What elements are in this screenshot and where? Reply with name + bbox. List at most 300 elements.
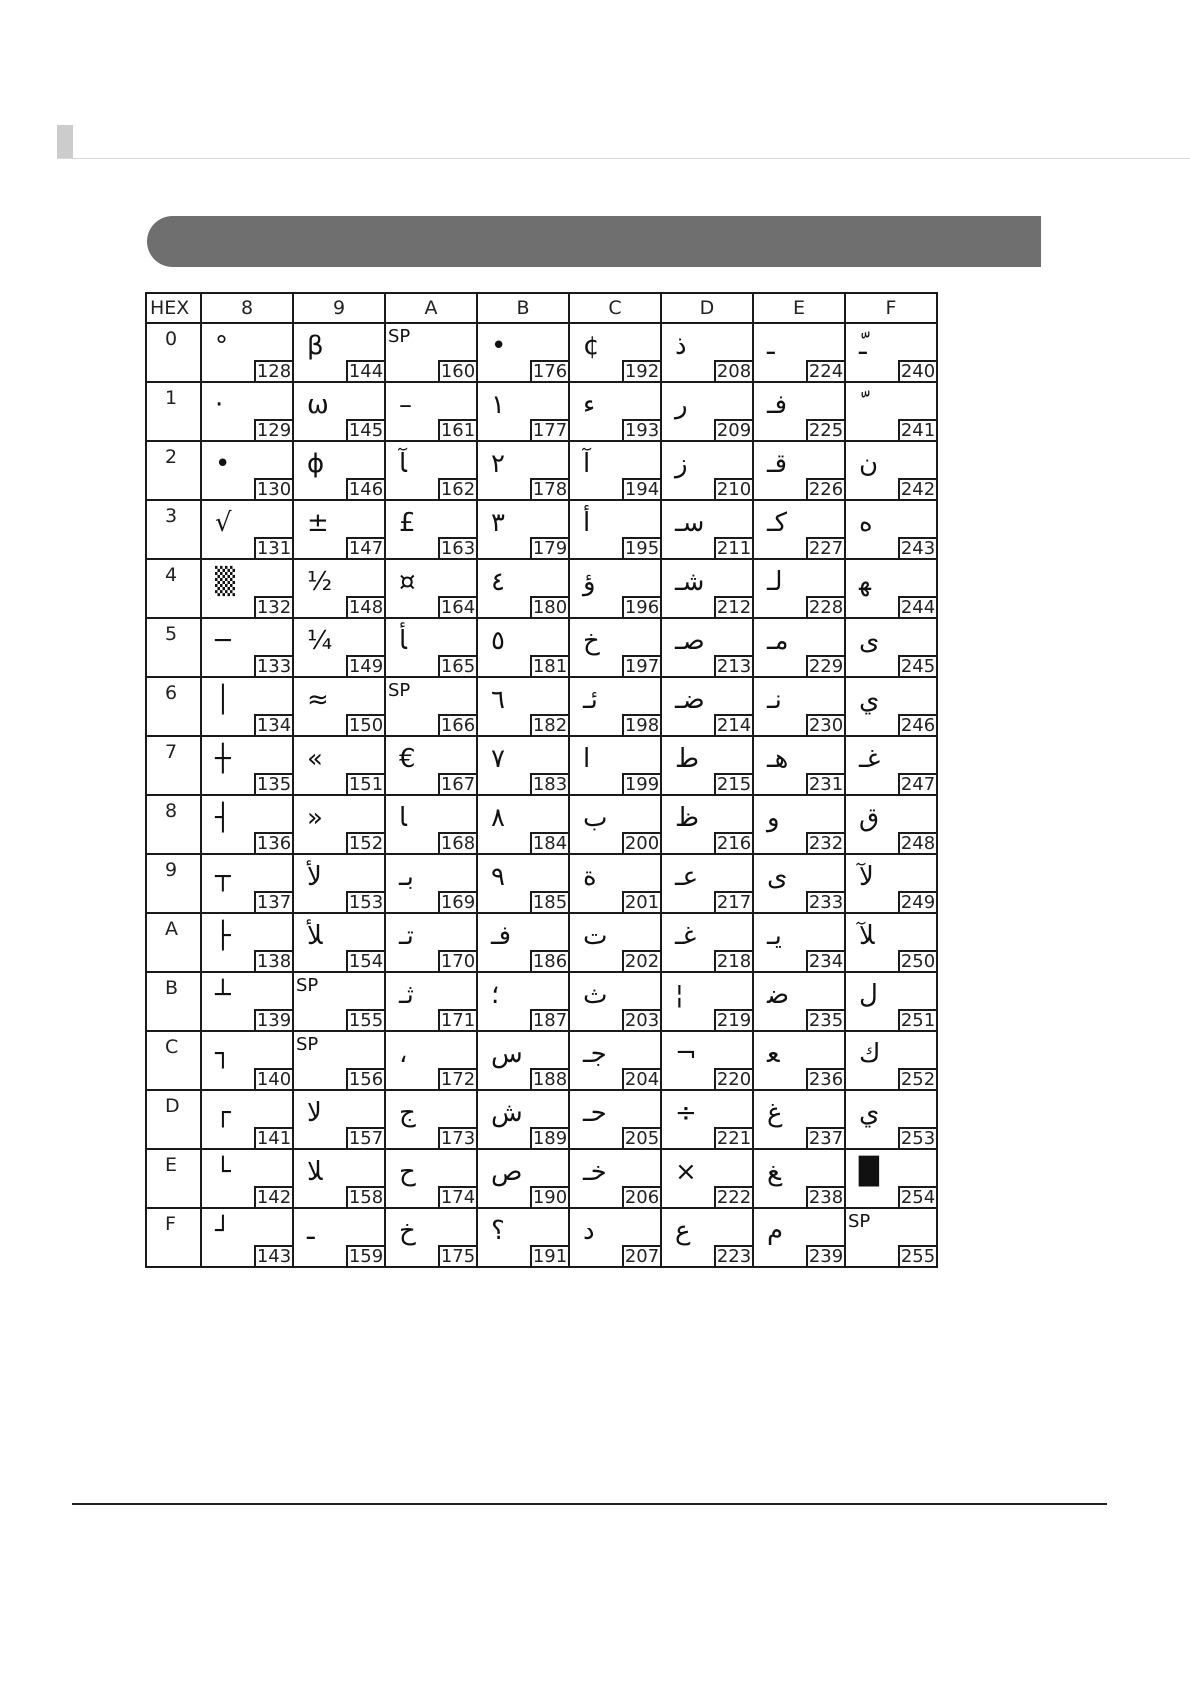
char-glyph: ┤ xyxy=(215,803,231,833)
decimal-code: 179 xyxy=(530,537,570,560)
decimal-code: 242 xyxy=(898,478,938,501)
char-cell xyxy=(661,500,753,559)
char-cell xyxy=(753,559,845,618)
char-glyph: ┬ xyxy=(215,862,231,892)
char-cell xyxy=(569,323,661,382)
decimal-code: 134 xyxy=(254,714,294,737)
decimal-code: 207 xyxy=(622,1245,662,1268)
char-glyph: ا xyxy=(583,744,591,774)
decimal-code: 219 xyxy=(714,1009,754,1032)
char-glyph: ▒ xyxy=(215,567,235,597)
decimal-code: 139 xyxy=(254,1009,294,1032)
decimal-code: 130 xyxy=(254,478,294,501)
char-glyph: ├ xyxy=(215,921,231,951)
decimal-code: 173 xyxy=(438,1127,478,1150)
char-cell xyxy=(753,1149,845,1208)
char-cell xyxy=(661,1090,753,1149)
char-cell xyxy=(569,382,661,441)
char-cell xyxy=(293,500,385,559)
char-cell xyxy=(477,500,569,559)
char-glyph: ¢ xyxy=(583,331,600,361)
char-cell xyxy=(477,913,569,972)
char-glyph: بـ xyxy=(399,862,414,892)
footer-rule xyxy=(72,1503,1107,1505)
char-cell xyxy=(293,559,385,618)
char-glyph: ي xyxy=(859,685,880,715)
char-cell xyxy=(569,1031,661,1090)
decimal-code: 185 xyxy=(530,891,570,914)
char-glyph: ϕ xyxy=(307,449,325,479)
decimal-code: 143 xyxy=(254,1245,294,1268)
char-glyph: ر xyxy=(675,390,688,420)
char-cell xyxy=(201,972,293,1031)
char-glyph: ك xyxy=(859,1039,881,1069)
decimal-code: 192 xyxy=(622,360,662,383)
char-glyph: يـ xyxy=(767,921,782,951)
char-cell xyxy=(753,618,845,677)
char-cell xyxy=(569,795,661,854)
table-row xyxy=(146,736,937,795)
char-glyph: سـ xyxy=(675,508,705,538)
char-glyph: ش xyxy=(491,1098,523,1128)
decimal-code: 239 xyxy=(806,1245,846,1268)
decimal-code: 236 xyxy=(806,1068,846,1091)
char-cell xyxy=(661,795,753,854)
decimal-code: 203 xyxy=(622,1009,662,1032)
char-glyph: ٦ xyxy=(491,685,505,715)
char-cell xyxy=(201,854,293,913)
char-cell xyxy=(477,972,569,1031)
char-cell xyxy=(569,736,661,795)
char-cell xyxy=(753,1090,845,1149)
decimal-code: 220 xyxy=(714,1068,754,1091)
table-row xyxy=(146,323,937,382)
decimal-code: 241 xyxy=(898,419,938,442)
row-header: 2 xyxy=(146,441,201,500)
char-cell xyxy=(569,559,661,618)
decimal-code: 142 xyxy=(254,1186,294,1209)
decimal-code: 170 xyxy=(438,950,478,973)
char-glyph: ص xyxy=(491,1157,523,1187)
char-glyph: ┘ xyxy=(215,1216,231,1246)
char-cell xyxy=(477,382,569,441)
column-header: E xyxy=(753,293,845,323)
decimal-code: 172 xyxy=(438,1068,478,1091)
char-cell xyxy=(569,441,661,500)
char-cell xyxy=(753,736,845,795)
table-body xyxy=(146,323,937,1267)
char-cell xyxy=(293,382,385,441)
decimal-code: 214 xyxy=(714,714,754,737)
char-cell xyxy=(201,1149,293,1208)
char-glyph: ٤ xyxy=(491,567,505,597)
decimal-code: 144 xyxy=(346,360,386,383)
char-glyph: ٣ xyxy=(491,508,505,538)
char-cell xyxy=(293,441,385,500)
char-cell xyxy=(477,323,569,382)
char-cell xyxy=(661,323,753,382)
decimal-code: 174 xyxy=(438,1186,478,1209)
decimal-code: 246 xyxy=(898,714,938,737)
char-glyph: كـ xyxy=(767,508,787,538)
char-glyph: € xyxy=(399,744,416,774)
char-cell xyxy=(661,913,753,972)
char-glyph: ┌ xyxy=(215,1098,231,1128)
char-glyph: █ xyxy=(859,1157,879,1187)
char-glyph: ؤ xyxy=(583,567,596,597)
decimal-code: 206 xyxy=(622,1186,662,1209)
decimal-code: 150 xyxy=(346,714,386,737)
char-cell xyxy=(569,618,661,677)
char-cell xyxy=(845,1090,937,1149)
char-cell xyxy=(569,677,661,736)
decimal-code: 133 xyxy=(254,655,294,678)
decimal-code: 171 xyxy=(438,1009,478,1032)
char-cell xyxy=(753,1031,845,1090)
char-glyph: ب xyxy=(583,803,608,833)
column-header: A xyxy=(385,293,477,323)
decimal-code: 237 xyxy=(806,1127,846,1150)
row-header: 5 xyxy=(146,618,201,677)
char-cell xyxy=(385,559,477,618)
row-header: 9 xyxy=(146,854,201,913)
char-cell xyxy=(385,500,477,559)
decimal-code: 226 xyxy=(806,478,846,501)
row-header: 6 xyxy=(146,677,201,736)
decimal-code: 197 xyxy=(622,655,662,678)
decimal-code: 196 xyxy=(622,596,662,619)
char-glyph: ة xyxy=(583,862,597,892)
char-cell xyxy=(845,1149,937,1208)
decimal-code: 175 xyxy=(438,1245,478,1268)
char-glyph: β xyxy=(307,331,324,361)
row-header: D xyxy=(146,1090,201,1149)
char-cell xyxy=(845,1031,937,1090)
char-glyph: ز xyxy=(675,449,688,479)
decimal-code: 251 xyxy=(898,1009,938,1032)
decimal-code: 245 xyxy=(898,655,938,678)
char-cell xyxy=(661,441,753,500)
row-header: E xyxy=(146,1149,201,1208)
char-cell xyxy=(385,795,477,854)
char-glyph: ح xyxy=(399,1157,416,1187)
char-glyph: ° xyxy=(215,331,228,361)
decimal-code: 202 xyxy=(622,950,662,973)
decimal-code: 169 xyxy=(438,891,478,914)
decimal-code: 224 xyxy=(806,360,846,383)
row-header: 4 xyxy=(146,559,201,618)
decimal-code: 253 xyxy=(898,1127,938,1150)
decimal-code: 218 xyxy=(714,950,754,973)
char-glyph: ﻷ xyxy=(307,862,322,892)
char-cell xyxy=(753,854,845,913)
char-cell xyxy=(201,1031,293,1090)
decimal-code: 189 xyxy=(530,1127,570,1150)
char-glyph: – xyxy=(399,390,412,420)
char-glyph: و xyxy=(767,803,780,833)
decimal-code: 229 xyxy=(806,655,846,678)
char-cell xyxy=(477,441,569,500)
row-header: 3 xyxy=(146,500,201,559)
decimal-code: 208 xyxy=(714,360,754,383)
char-glyph: ظ xyxy=(675,803,700,833)
char-glyph: ١ xyxy=(491,390,505,420)
char-glyph: ﻵ xyxy=(859,862,874,892)
char-glyph: ي xyxy=(859,1098,880,1128)
char-glyph: م xyxy=(767,1216,784,1246)
char-glyph: « xyxy=(307,744,323,774)
column-header: 9 xyxy=(293,293,385,323)
table-row xyxy=(146,795,937,854)
char-cell xyxy=(477,1090,569,1149)
char-cell xyxy=(845,913,937,972)
table-row xyxy=(146,913,937,972)
decimal-code: 153 xyxy=(346,891,386,914)
decimal-code: 240 xyxy=(898,360,938,383)
column-header: F xyxy=(845,293,937,323)
decimal-code: 244 xyxy=(898,596,938,619)
decimal-code: 131 xyxy=(254,537,294,560)
decimal-code: 136 xyxy=(254,832,294,855)
char-cell xyxy=(477,677,569,736)
char-cell xyxy=(753,972,845,1031)
char-glyph: ى xyxy=(859,626,880,656)
char-glyph: ن xyxy=(859,449,879,479)
decimal-code: 157 xyxy=(346,1127,386,1150)
decimal-code: 199 xyxy=(622,773,662,796)
char-cell xyxy=(385,1149,477,1208)
char-glyph: عـ xyxy=(675,862,699,892)
decimal-code: 228 xyxy=(806,596,846,619)
character-code-table xyxy=(145,292,938,1268)
decimal-code: 190 xyxy=(530,1186,570,1209)
char-glyph: ج xyxy=(399,1098,416,1128)
char-cell xyxy=(753,677,845,736)
decimal-code: 177 xyxy=(530,419,570,442)
char-glyph: قـ xyxy=(767,449,788,479)
char-cell xyxy=(385,323,477,382)
char-glyph: ضـ xyxy=(675,685,705,715)
decimal-code: 186 xyxy=(530,950,570,973)
header-row xyxy=(146,293,937,323)
char-cell xyxy=(845,677,937,736)
char-glyph: ت xyxy=(583,921,608,951)
column-header: D xyxy=(661,293,753,323)
char-glyph: خ xyxy=(399,1216,416,1246)
decimal-code: 184 xyxy=(530,832,570,855)
char-glyph: √ xyxy=(215,508,232,538)
decimal-code: 243 xyxy=(898,537,938,560)
char-glyph: SP xyxy=(296,1034,319,1055)
char-cell xyxy=(293,677,385,736)
decimal-code: 178 xyxy=(530,478,570,501)
char-glyph: ذ xyxy=(675,331,687,361)
char-cell xyxy=(477,854,569,913)
hex-label: HEX xyxy=(146,293,201,323)
decimal-code: 195 xyxy=(622,537,662,560)
char-cell xyxy=(385,1208,477,1267)
decimal-code: 167 xyxy=(438,773,478,796)
row-header: 1 xyxy=(146,382,201,441)
char-cell xyxy=(753,441,845,500)
decimal-code: 210 xyxy=(714,478,754,501)
row-header: A xyxy=(146,913,201,972)
char-glyph: ـ xyxy=(767,331,775,361)
char-cell xyxy=(661,382,753,441)
decimal-code: 148 xyxy=(346,596,386,619)
table-row xyxy=(146,972,937,1031)
char-glyph: ¤ xyxy=(399,567,416,597)
char-cell xyxy=(845,382,937,441)
char-glyph: أ xyxy=(583,508,591,538)
char-cell xyxy=(293,736,385,795)
char-glyph: ٢ xyxy=(491,449,505,479)
char-glyph: ، xyxy=(399,1039,408,1069)
char-glyph: » xyxy=(307,803,323,833)
char-cell xyxy=(201,795,293,854)
char-cell xyxy=(201,441,293,500)
char-glyph: غ xyxy=(767,1098,783,1128)
char-cell xyxy=(661,972,753,1031)
char-cell xyxy=(201,677,293,736)
decimal-code: 225 xyxy=(806,419,846,442)
decimal-code: 231 xyxy=(806,773,846,796)
char-cell xyxy=(385,736,477,795)
char-glyph: ط xyxy=(675,744,700,774)
char-cell xyxy=(293,1031,385,1090)
char-cell xyxy=(845,500,937,559)
char-cell xyxy=(753,500,845,559)
char-cell xyxy=(569,854,661,913)
decimal-code: 227 xyxy=(806,537,846,560)
char-glyph: تـ xyxy=(399,921,414,951)
char-glyph: · xyxy=(215,390,224,420)
char-cell xyxy=(201,913,293,972)
decimal-code: 205 xyxy=(622,1127,662,1150)
char-cell xyxy=(477,736,569,795)
char-glyph: ﺂ xyxy=(399,449,407,479)
char-cell xyxy=(293,323,385,382)
decimal-code: 129 xyxy=(254,419,294,442)
char-glyph: ┴ xyxy=(215,980,231,1010)
char-cell xyxy=(753,1208,845,1267)
decimal-code: 132 xyxy=(254,596,294,619)
char-cell xyxy=(201,500,293,559)
decimal-code: 223 xyxy=(714,1245,754,1268)
decimal-code: 234 xyxy=(806,950,846,973)
char-glyph: ﺎ xyxy=(399,803,407,833)
char-glyph: ¬ xyxy=(675,1039,697,1069)
decimal-code: 181 xyxy=(530,655,570,678)
char-glyph: ﻼ xyxy=(307,1157,323,1187)
char-cell xyxy=(293,1149,385,1208)
row-header: F xyxy=(146,1208,201,1267)
char-glyph: • xyxy=(215,449,231,479)
decimal-code: 191 xyxy=(530,1245,570,1268)
char-glyph: ﻸ xyxy=(307,921,323,951)
char-glyph: ثـ xyxy=(399,980,414,1010)
char-glyph: لـ xyxy=(767,567,783,597)
char-glyph: ل xyxy=(859,980,878,1010)
char-glyph: ≈ xyxy=(307,685,329,715)
decimal-code: 201 xyxy=(622,891,662,914)
decimal-code: 164 xyxy=(438,596,478,619)
decimal-code: 151 xyxy=(346,773,386,796)
decimal-code: 128 xyxy=(254,360,294,383)
char-glyph: ﻬ xyxy=(859,567,871,597)
char-cell xyxy=(845,441,937,500)
char-glyph: ﻶ xyxy=(859,921,875,951)
char-glyph: مـ xyxy=(767,626,789,656)
decimal-code: 165 xyxy=(438,655,478,678)
char-cell xyxy=(569,972,661,1031)
table-row xyxy=(146,1149,937,1208)
char-glyph: ω xyxy=(307,390,329,420)
table-row xyxy=(146,500,937,559)
row-header: 0 xyxy=(146,323,201,382)
decimal-code: 249 xyxy=(898,891,938,914)
char-cell xyxy=(293,1208,385,1267)
char-glyph: ﺿ xyxy=(767,980,790,1010)
char-glyph: ─ xyxy=(215,626,231,656)
char-glyph: ± xyxy=(307,508,329,538)
decimal-code: 188 xyxy=(530,1068,570,1091)
decimal-code: 193 xyxy=(622,419,662,442)
char-glyph: فـ xyxy=(491,921,512,951)
char-cell xyxy=(569,1208,661,1267)
column-header: B xyxy=(477,293,569,323)
decimal-code: 200 xyxy=(622,832,662,855)
decimal-code: 230 xyxy=(806,714,846,737)
char-cell xyxy=(201,559,293,618)
char-cell xyxy=(385,618,477,677)
char-cell xyxy=(845,795,937,854)
decimal-code: 162 xyxy=(438,478,478,501)
char-glyph: ء xyxy=(583,390,596,420)
char-glyph: ﺄ xyxy=(399,626,407,656)
char-cell xyxy=(661,677,753,736)
char-cell xyxy=(477,795,569,854)
row-header: C xyxy=(146,1031,201,1090)
char-cell xyxy=(385,441,477,500)
char-cell xyxy=(661,736,753,795)
char-cell xyxy=(477,1031,569,1090)
decimal-code: 221 xyxy=(714,1127,754,1150)
decimal-code: 156 xyxy=(346,1068,386,1091)
char-glyph: ÷ xyxy=(675,1098,697,1128)
char-glyph: × xyxy=(675,1157,697,1187)
decimal-code: 146 xyxy=(346,478,386,501)
decimal-code: 209 xyxy=(714,419,754,442)
char-glyph: نـ xyxy=(767,685,782,715)
char-glyph: ّـ xyxy=(859,331,867,361)
decimal-code: 152 xyxy=(346,832,386,855)
decimal-code: 176 xyxy=(530,360,570,383)
char-glyph: • xyxy=(491,331,507,361)
char-cell xyxy=(845,1208,937,1267)
table-row xyxy=(146,854,937,913)
char-glyph: غـ xyxy=(859,744,881,774)
char-cell xyxy=(385,854,477,913)
column-header: C xyxy=(569,293,661,323)
char-glyph: SP xyxy=(296,975,319,996)
decimal-code: 149 xyxy=(346,655,386,678)
decimal-code: 247 xyxy=(898,773,938,796)
char-cell xyxy=(569,500,661,559)
char-cell xyxy=(477,559,569,618)
char-cell xyxy=(477,1149,569,1208)
char-cell xyxy=(845,323,937,382)
